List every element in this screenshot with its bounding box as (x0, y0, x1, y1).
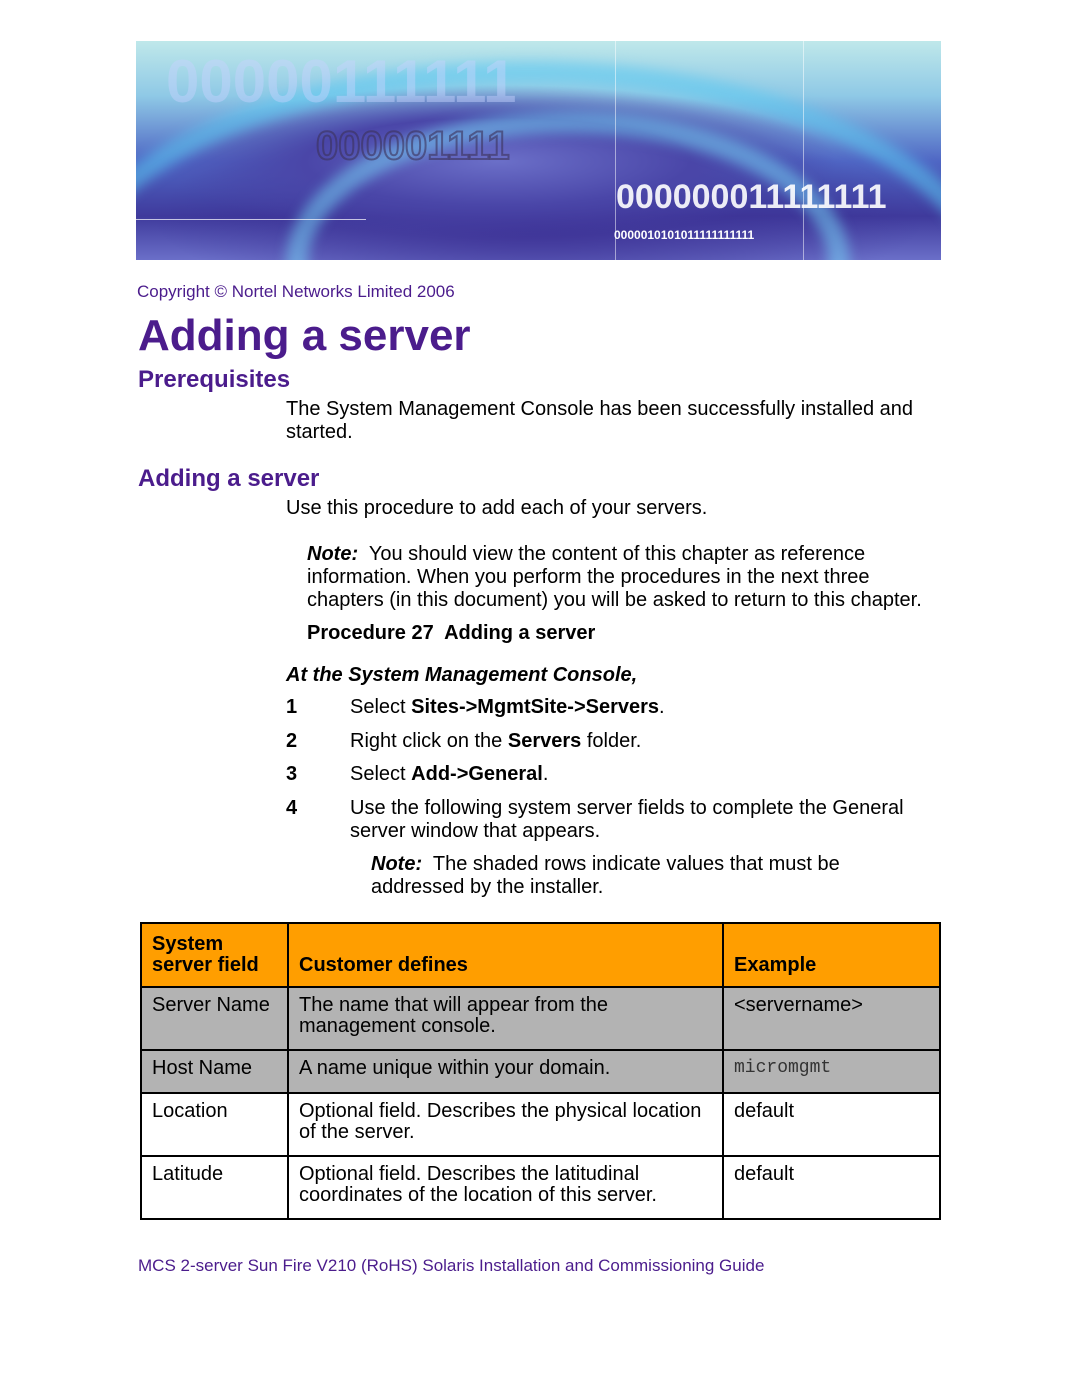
step-text: Use the following system server fields to complete the General server window that appears. (350, 796, 904, 842)
step (286, 763, 946, 797)
table-row (141, 987, 940, 1050)
page-title: Adding a server (138, 311, 471, 360)
cell-example: default (723, 1093, 940, 1156)
step-text: Select Add->General. (350, 763, 549, 785)
step-number: 3 (286, 763, 298, 785)
banner-image (136, 41, 941, 260)
table-row (141, 1050, 940, 1093)
server-fields-table (140, 922, 941, 1220)
cell-field: Location (141, 1093, 288, 1156)
copyright: Copyright © Nortel Networks Limited 2006 (137, 282, 455, 301)
cell-field: Host Name (141, 1050, 288, 1093)
column-header: Example (723, 923, 940, 987)
column-header: Customer defines (288, 923, 723, 987)
intro-text: Use this procedure to add each of your servers. (286, 497, 708, 519)
footer-title: MCS 2-server Sun Fire V210 (RoHS) Solaris Installation and Commissioning Guide (138, 1256, 765, 1275)
step (286, 797, 946, 843)
cell-field: Server Name (141, 987, 288, 1050)
step-list (286, 696, 946, 843)
cell-defines: A name unique within your domain. (288, 1050, 723, 1093)
cell-example: default (723, 1156, 940, 1219)
cell-defines: Optional field. Describes the physical location of the server. (288, 1093, 723, 1156)
step (286, 730, 946, 764)
step (286, 696, 946, 730)
table-header-row (141, 923, 940, 987)
cell-defines: Optional field. Describes the latitudinal coordinates of the location of this server. (288, 1156, 723, 1219)
step-number: 2 (286, 729, 298, 752)
cell-defines: The name that will appear from the management console. (288, 987, 723, 1050)
cell-field: Latitude (141, 1156, 288, 1219)
cell-example: <servername> (723, 987, 940, 1050)
section-heading: Adding a server (138, 465, 320, 492)
banner-digits: 00000111111 (166, 48, 517, 115)
note (307, 543, 947, 612)
prerequisites-text: The System Management Console has been successfully installed and started. (286, 398, 914, 443)
prerequisites-heading: Prerequisites (138, 366, 291, 393)
note-label: Note: (307, 543, 359, 565)
note-shaded (371, 853, 911, 899)
banner-digits: 000000011111111 (616, 178, 887, 216)
note-label: Note: (371, 853, 423, 875)
table-row (141, 1156, 940, 1219)
table-row (141, 1093, 940, 1156)
procedure-context: At the System Management Console, (286, 664, 638, 686)
note-text: You should view the content of this chapter as reference information. When you perform the procedures in the next three chapters (in this document) you will be asked to return to this chapter. (307, 543, 922, 611)
banner-digits: 000001111 (316, 124, 510, 168)
step-text: Select Sites->MgmtSite->Servers. (350, 696, 665, 718)
step-number: 1 (286, 696, 298, 718)
banner-digits: 0000010101011111111111 (614, 228, 755, 242)
procedure-title: Procedure 27 Adding a server (307, 622, 596, 644)
note-text: The shaded rows indicate values that must be addressed by the installer. (371, 853, 840, 898)
step-number: 4 (286, 796, 298, 819)
cell-example: micromgmt (723, 1050, 940, 1093)
step-text: Right click on the Servers folder. (350, 729, 642, 752)
column-header: System server field (141, 923, 288, 987)
